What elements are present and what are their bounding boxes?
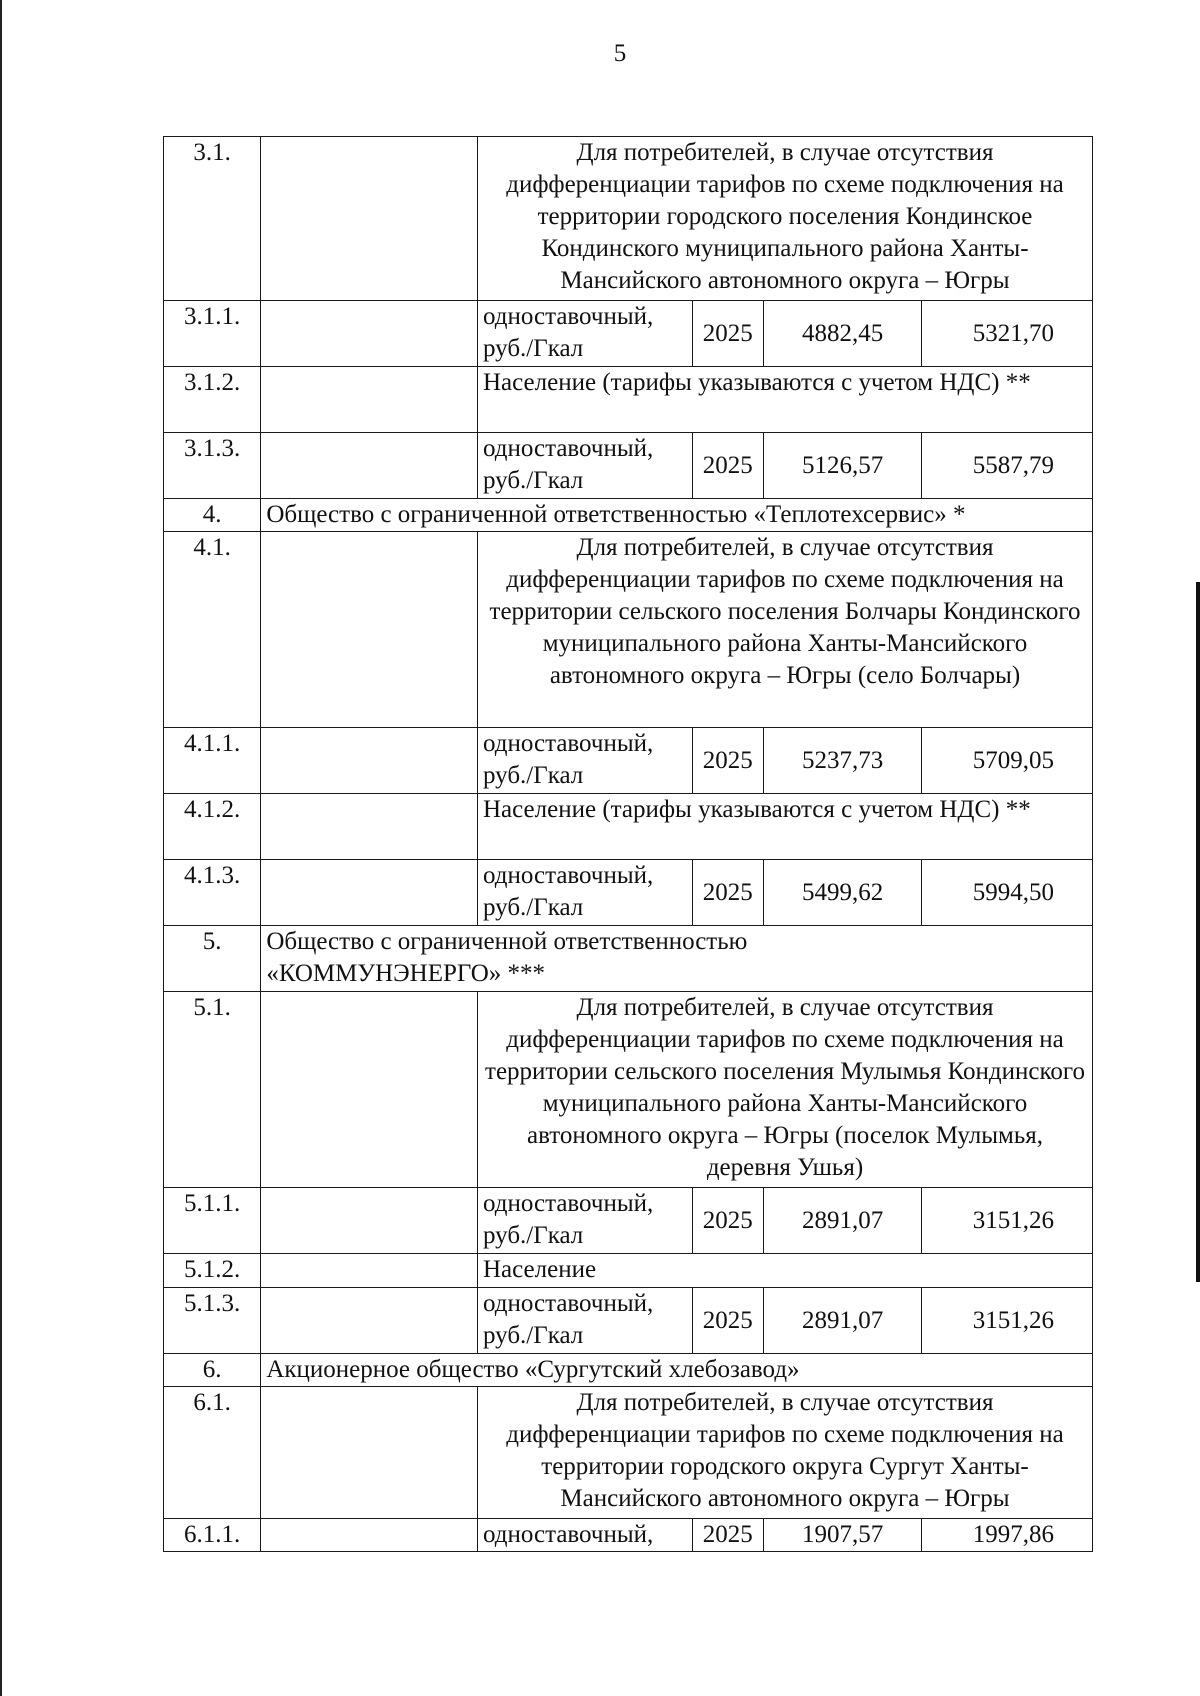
scan-left-edge [0, 0, 2, 1696]
tariff-year: 2025 [692, 301, 763, 367]
row-number: 3.1.2. [164, 367, 261, 433]
row-number: 4.1.2. [164, 794, 261, 860]
organization-name: Общество с ограниченной ответственностью «Теплотехсервис» * [261, 499, 1093, 532]
empty-cell [261, 794, 478, 860]
tariff-value-second: 5587,79 [922, 433, 1093, 499]
tariff-value-first: 5126,57 [763, 433, 922, 499]
row-number: 5.1. [164, 992, 261, 1188]
empty-cell [261, 1254, 478, 1288]
consumer-description: Для потребителей, в случае отсутствия дифференциации тарифов по схеме подключения на территории сельского поселения Болчары Кондинского муниципального района Ханты-Мансийского автономного округа – Югры (село Болчары) [478, 532, 1093, 728]
row-number: 3.1.1. [164, 301, 261, 367]
empty-cell [261, 137, 478, 301]
population-heading: Население (тарифы указываются с учетом НДС) ** [478, 367, 1093, 433]
row-number: 3.1. [164, 137, 261, 301]
table-row [164, 728, 1093, 794]
tariff-value-first: 2891,07 [763, 1188, 922, 1254]
tariff-value-first: 1907,57 [763, 1519, 922, 1552]
rate-type: одноставочный, руб./Гкал [478, 433, 693, 499]
row-number: 4.1.1. [164, 728, 261, 794]
tariff-value-second: 3151,26 [922, 1288, 1093, 1354]
tariff-value-first: 2891,07 [763, 1288, 922, 1354]
row-number: 6.1.1. [164, 1519, 261, 1552]
empty-cell [261, 1188, 478, 1254]
population-heading: Население (тарифы указываются с учетом НДС) ** [478, 794, 1093, 860]
table-row [164, 1188, 1093, 1254]
rate-type: одноставочный, руб./Гкал [478, 1288, 693, 1354]
tariff-value-first: 5237,73 [763, 728, 922, 794]
table-row [164, 499, 1093, 532]
table-row [164, 1254, 1093, 1288]
row-number: 4.1.3. [164, 860, 261, 926]
tariff-year: 2025 [692, 1188, 763, 1254]
empty-cell [261, 301, 478, 367]
empty-cell [261, 992, 478, 1188]
row-number: 4.1. [164, 532, 261, 728]
row-number: 5. [164, 926, 261, 992]
tariff-value-second: 5994,50 [922, 860, 1093, 926]
page-number: 5 [613, 40, 627, 67]
consumer-description: Для потребителей, в случае отсутствия дифференциации тарифов по схеме подключения на территории городского округа Сургут Ханты-Мансийского автономного округа – Югры [478, 1387, 1093, 1519]
table-row [164, 992, 1093, 1188]
row-number: 6.1. [164, 1387, 261, 1519]
empty-cell [261, 433, 478, 499]
empty-cell [261, 1288, 478, 1354]
rate-type: одноставочный, руб./Гкал [478, 728, 693, 794]
consumer-description: Для потребителей, в случае отсутствия дифференциации тарифов по схеме подключения на территории городского поселения Кондинское Кондинского муниципального района Ханты-Мансийского автономного округа – Югры [478, 137, 1093, 301]
organization-name: Акционерное общество «Сургутский хлебозавод» [261, 1354, 1093, 1387]
tariff-year: 2025 [692, 1519, 763, 1552]
row-number: 5.1.2. [164, 1254, 261, 1288]
scan-right-edge [1196, 582, 1200, 1282]
organization-name: Общество с ограниченной ответственностью «КОММУНЭНЕРГО» *** [261, 926, 1093, 992]
empty-cell [261, 860, 478, 926]
row-number: 4. [164, 499, 261, 532]
table-row [164, 1519, 1093, 1552]
tariff-value-second: 5709,05 [922, 728, 1093, 794]
table-row [164, 137, 1093, 301]
tariff-year: 2025 [692, 1288, 763, 1354]
table-row [164, 367, 1093, 433]
table-row [164, 1354, 1093, 1387]
population-heading: Население [478, 1254, 1093, 1288]
tariff-table [163, 136, 1093, 1552]
tariff-value-first: 5499,62 [763, 860, 922, 926]
rate-type: одноставочный, руб./Гкал [478, 301, 693, 367]
tariff-value-second: 3151,26 [922, 1188, 1093, 1254]
row-number: 5.1.3. [164, 1288, 261, 1354]
table-row [164, 926, 1093, 992]
tariff-year: 2025 [692, 433, 763, 499]
empty-cell [261, 367, 478, 433]
tariff-value-second: 1997,86 [922, 1519, 1093, 1552]
tariff-value-first: 4882,45 [763, 301, 922, 367]
table-row [164, 301, 1093, 367]
table-row [164, 532, 1093, 728]
table-row [164, 860, 1093, 926]
table-row [164, 1387, 1093, 1519]
empty-cell [261, 1519, 478, 1552]
consumer-description: Для потребителей, в случае отсутствия дифференциации тарифов по схеме подключения на территории сельского поселения Мулымья Кондинского муниципального района Ханты-Мансийского автономного округа – Югры (поселок Мулымья, деревня Ушья) [478, 992, 1093, 1188]
row-number: 5.1.1. [164, 1188, 261, 1254]
row-number: 6. [164, 1354, 261, 1387]
tariff-value-second: 5321,70 [922, 301, 1093, 367]
empty-cell [261, 1387, 478, 1519]
table-row [164, 1288, 1093, 1354]
empty-cell [261, 532, 478, 728]
table-row [164, 794, 1093, 860]
empty-cell [261, 728, 478, 794]
rate-type: одноставочный, руб./Гкал [478, 860, 693, 926]
rate-type: одноставочный, [478, 1519, 693, 1552]
row-number: 3.1.3. [164, 433, 261, 499]
rate-type: одноставочный, руб./Гкал [478, 1188, 693, 1254]
tariff-year: 2025 [692, 728, 763, 794]
tariff-year: 2025 [692, 860, 763, 926]
table-row [164, 433, 1093, 499]
